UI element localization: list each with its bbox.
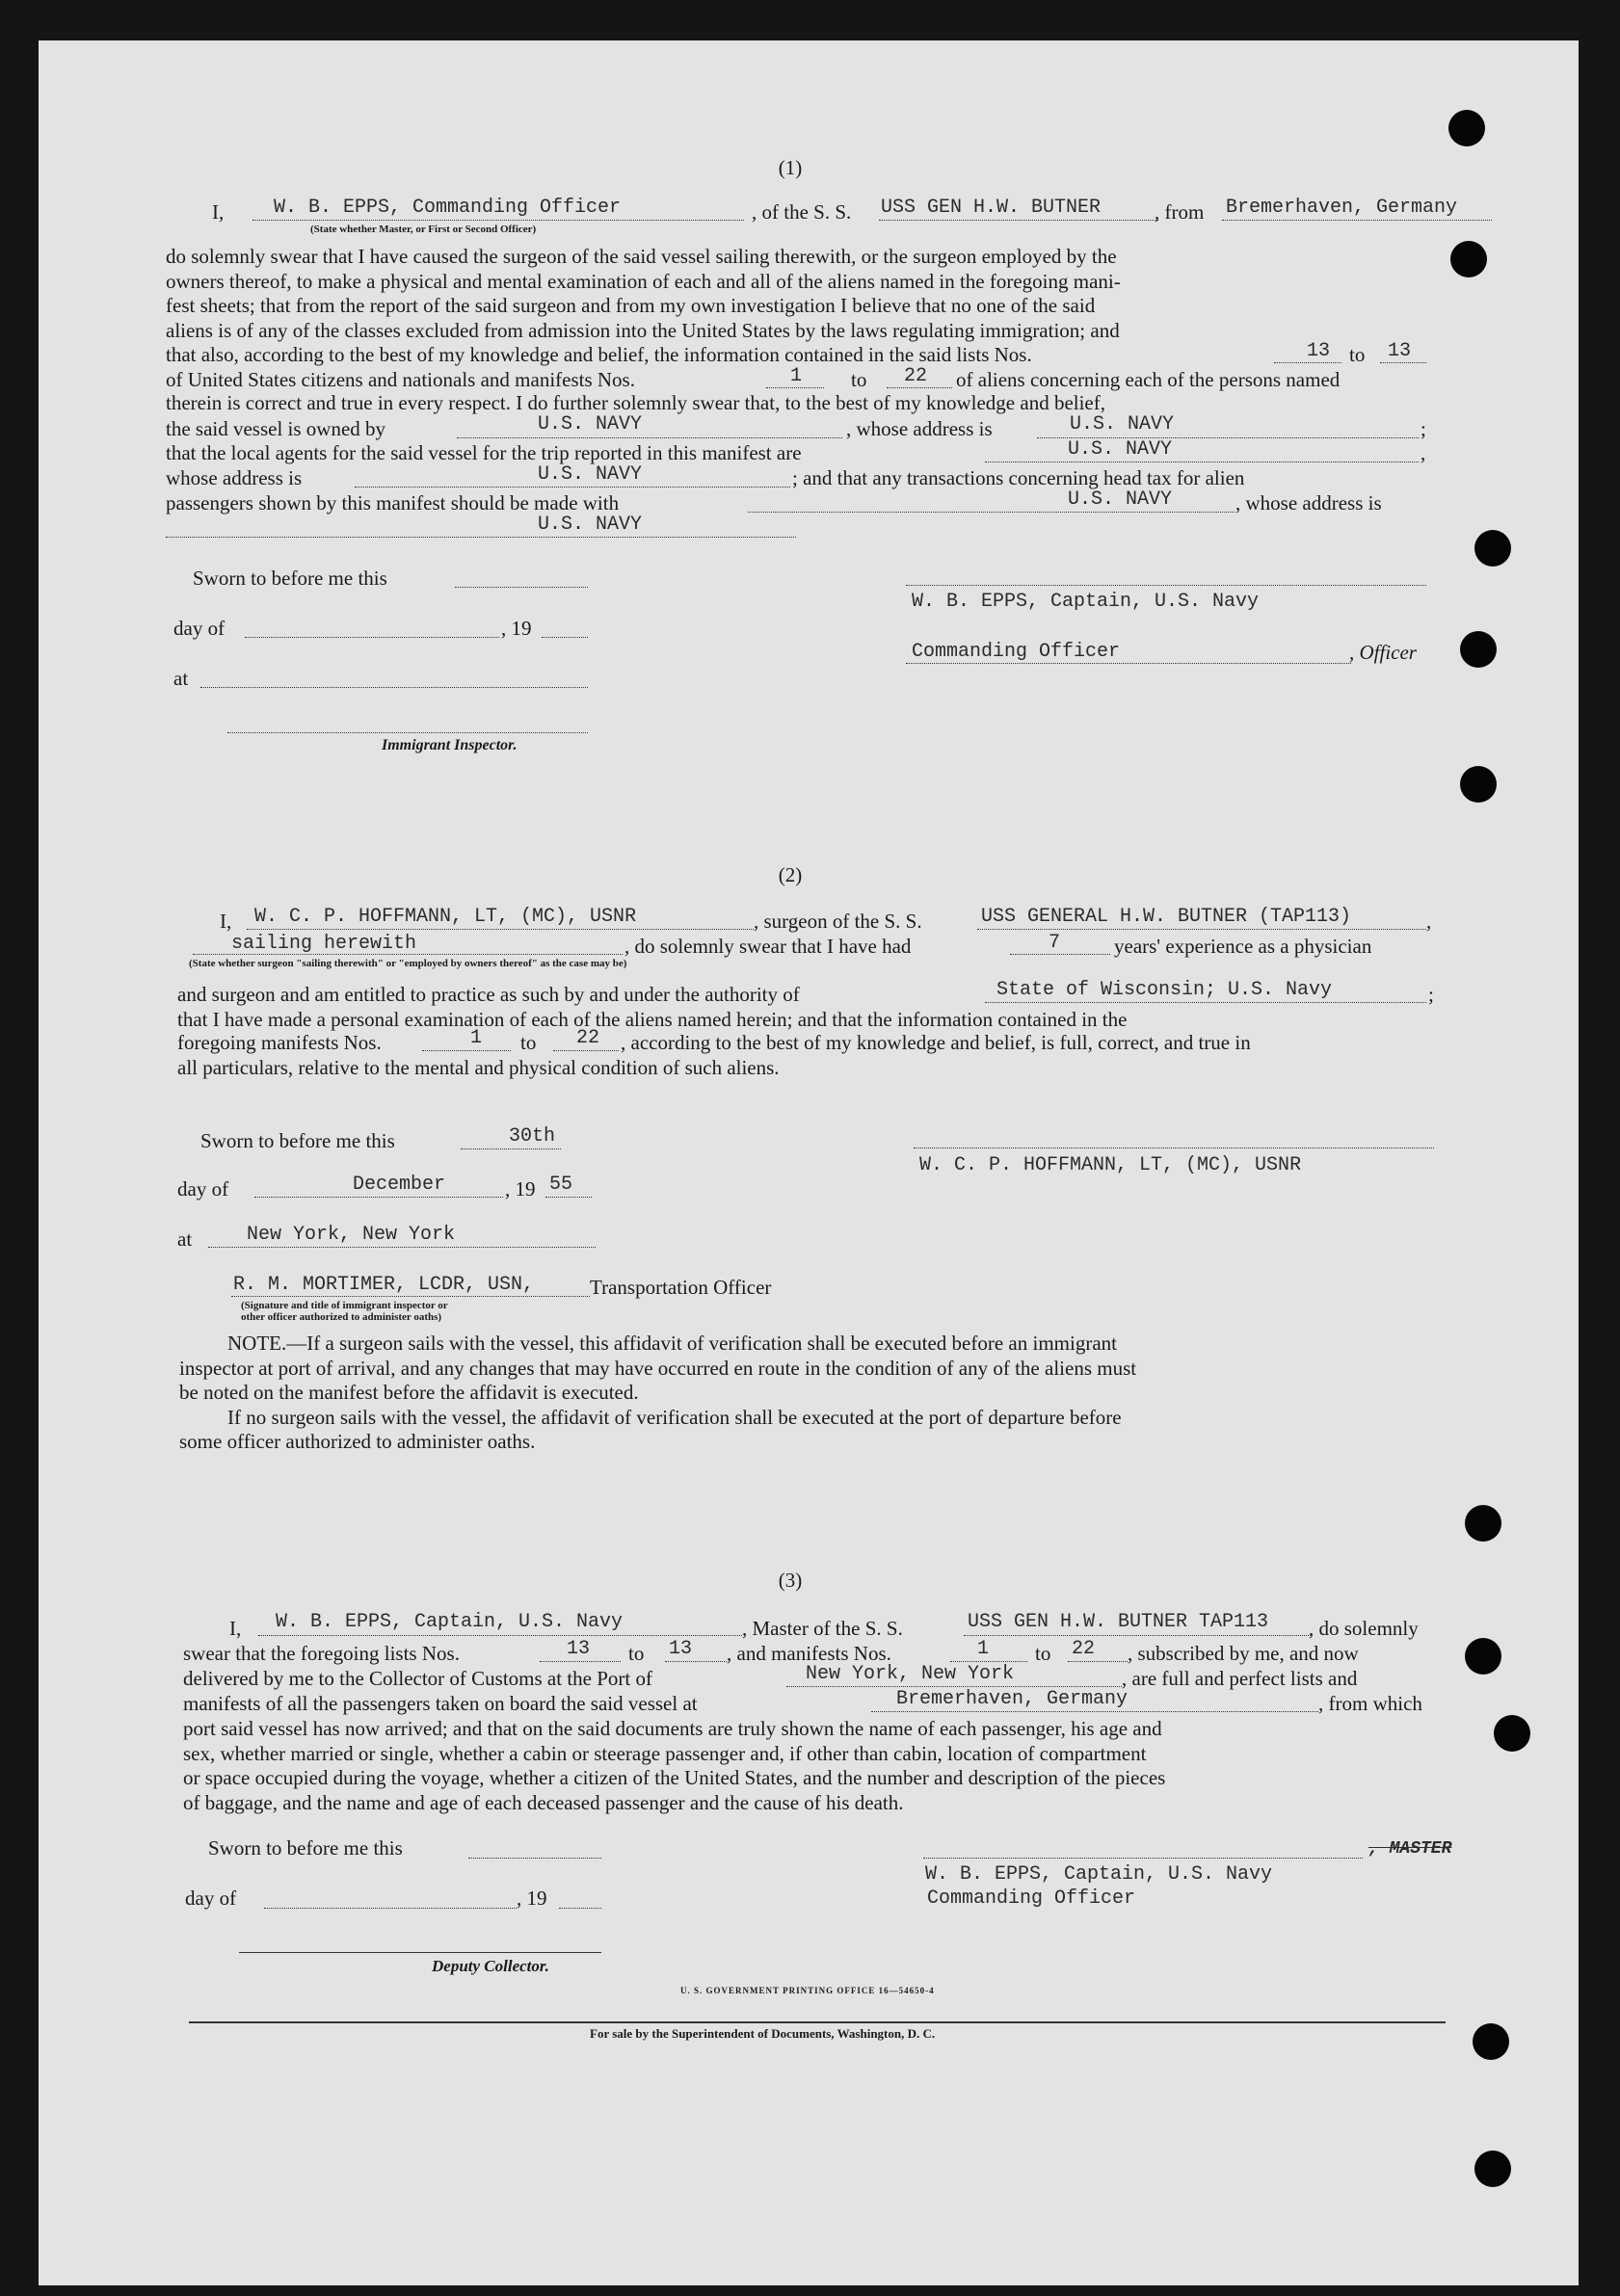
note-text: If no surgeon sails with the vessel, the affidavit of verification shall be executed at the port of departure before xyxy=(227,1405,1122,1429)
place-field: New York, New York xyxy=(247,1224,456,1246)
text: that also, according to the best of my knowledge and belief, the information contained in the said lists Nos. xyxy=(166,343,1032,366)
punct: ; xyxy=(1421,417,1426,440)
text: foregoing manifests Nos. xyxy=(177,1031,382,1054)
binder-hole xyxy=(1450,241,1487,277)
year-label: , 19 xyxy=(505,1177,536,1201)
text: , whose address is xyxy=(846,417,993,440)
year-field: 55 xyxy=(549,1174,573,1196)
officer-title-field: Commanding Officer xyxy=(912,641,1121,663)
text: that the local agents for the said vessel for the trip reported in this manifest are xyxy=(166,441,802,464)
note-text: inspector at port of arrival, and any changes that may have occurred en route in the condition of any of the aliens must xyxy=(179,1356,1137,1380)
manifest-from-field: 1 xyxy=(790,365,803,387)
year-label: , 19 xyxy=(517,1887,547,1910)
vessel-name-field: USS GENERAL H.W. BUTNER (TAP113) xyxy=(981,906,1352,928)
text: delivered by me to the Collector of Customs at the Port of xyxy=(183,1667,652,1690)
text: to xyxy=(1349,343,1366,366)
paragraph-line: sex, whether married or single, whether a cabin or steerage passenger and, if other than cabin, location of compartment xyxy=(183,1741,1147,1765)
binder-hole xyxy=(1465,1505,1501,1542)
day-of-label: day of xyxy=(185,1887,237,1910)
text: , do solemnly xyxy=(1309,1617,1419,1640)
master-title: Commanding Officer xyxy=(927,1887,1136,1910)
field-note: (State whether Master, or First or Second Officer) xyxy=(310,224,537,235)
agents-field: U.S. NAVY xyxy=(1068,438,1173,461)
note-line xyxy=(179,1332,1438,1357)
note-text: —If a surgeon sails with the vessel, this affidavit of verification shall be executed before an immigrant xyxy=(286,1332,1117,1355)
text: , and manifests Nos. xyxy=(727,1642,891,1665)
at-label: at xyxy=(173,667,189,690)
sworn-label: Sworn to before me this xyxy=(200,1129,395,1152)
field-note: other officer authorized to administer oaths) xyxy=(241,1311,442,1323)
list-to-field: 13 xyxy=(1388,340,1412,362)
paragraph-line: fest sheets; that from the report of the said surgeon and from my own investigation I believe that no one of the said xyxy=(166,294,1096,317)
paragraph-line: of baggage, and the name and age of each deceased passenger and the cause of his death. xyxy=(183,1790,904,1814)
binder-hole xyxy=(1474,2151,1511,2187)
paragraph-line: that I have made a personal examination of each of the aliens named herein; and that the information contained in the xyxy=(177,1008,1128,1031)
master-name-field: W. B. EPPS, Captain, U.S. Navy xyxy=(276,1611,624,1633)
section-number: (1) xyxy=(778,156,803,179)
section-number: (3) xyxy=(778,1569,803,1592)
witness-field: R. M. MORTIMER, LCDR, USN, xyxy=(233,1274,535,1296)
paragraph-line: do solemnly swear that I have caused the surgeon of the said vessel sailing therewith, or the surgeon employed by the xyxy=(166,245,1117,268)
officer-label: , Officer xyxy=(1349,641,1417,664)
paragraph-line: all particulars, relative to the mental and physical condition of such aliens. xyxy=(177,1056,780,1079)
surgeon-name-field: W. C. P. HOFFMANN, LT, (MC), USNR xyxy=(254,906,637,928)
collector-label: Deputy Collector. xyxy=(432,1957,549,1975)
agents-address-field: U.S. NAVY xyxy=(538,463,643,486)
sailing-status-field: sailing herewith xyxy=(231,933,417,955)
month-field: December xyxy=(353,1174,446,1196)
paragraph-line: or space occupied during the voyage, whether a citizen of the United States, and the number and description of the pieces xyxy=(183,1766,1166,1789)
headtax-field: U.S. NAVY xyxy=(1068,488,1173,511)
binder-hole xyxy=(1460,766,1497,803)
at-label: at xyxy=(177,1227,193,1251)
text: , Master of the S. S. xyxy=(742,1617,903,1640)
binder-hole xyxy=(1448,110,1485,146)
list-to-field: 13 xyxy=(669,1638,693,1660)
text: ; and that any transactions concerning head tax for alien xyxy=(792,466,1245,489)
text: to xyxy=(851,368,867,391)
master-signature: W. B. EPPS, Captain, U.S. Navy xyxy=(925,1863,1273,1886)
paragraph-line: owners thereof, to make a physical and mental examination of each and all of the aliens named in the foregoing mani- xyxy=(166,269,1121,293)
text: I, xyxy=(229,1617,242,1640)
field-note: (Signature and title of immigrant inspector or xyxy=(241,1300,448,1311)
authority-field: State of Wisconsin; U.S. Navy xyxy=(996,979,1333,1001)
port-field: Bremerhaven, Germany xyxy=(1226,197,1458,219)
punct: ; xyxy=(1428,983,1434,1006)
binder-hole xyxy=(1474,530,1511,567)
binder-hole xyxy=(1473,2023,1509,2060)
sworn-label: Sworn to before me this xyxy=(208,1836,403,1860)
sworn-day-field: 30th xyxy=(509,1125,556,1148)
text: , according to the best of my knowledge and belief, is full, correct, and true in xyxy=(621,1031,1251,1054)
paragraph-line: therein is correct and true in every respect. I do further solemnly swear that, to the best of my knowledge and belief, xyxy=(166,391,1105,414)
note-text: some officer authorized to administer oaths. xyxy=(179,1430,536,1453)
manifest-from-field: 1 xyxy=(977,1638,990,1660)
vessel-name-field: USS GEN H.W. BUTNER TAP113 xyxy=(968,1611,1269,1633)
text: whose address is xyxy=(166,466,303,489)
text: , from which xyxy=(1318,1692,1422,1715)
paragraph-line: port said vessel has now arrived; and that on the said documents are truly shown the name of each passenger, his age and xyxy=(183,1717,1162,1740)
punct: , xyxy=(1421,441,1426,464)
text: to xyxy=(628,1642,645,1665)
printing-office: U. S. GOVERNMENT PRINTING OFFICE 16—54650-4 xyxy=(680,1986,935,1995)
text: to xyxy=(520,1031,537,1054)
inspector-label: Immigrant Inspector. xyxy=(382,737,518,753)
text: , whose address is xyxy=(1235,491,1382,515)
text: and surgeon and am entitled to practice as such by and under the authority of xyxy=(177,983,800,1006)
sworn-label: Sworn to before me this xyxy=(193,567,387,590)
text: , of the S. S. xyxy=(752,200,852,224)
text: , do solemnly swear that I have had xyxy=(624,935,912,958)
punct: , xyxy=(1426,910,1432,933)
text: the said vessel is owned by xyxy=(166,417,386,440)
manifest-to-field: 22 xyxy=(576,1027,600,1049)
section-number: (2) xyxy=(778,863,803,886)
day-of-label: day of xyxy=(177,1177,229,1201)
binder-hole xyxy=(1460,631,1497,668)
text: of United States citizens and nationals and manifests Nos. xyxy=(166,368,635,391)
surgeon-signature: W. C. P. HOFFMANN, LT, (MC), USNR xyxy=(919,1154,1302,1176)
sale-note: For sale by the Superintendent of Documents, Washington, D. C. xyxy=(590,2026,936,2041)
text: years' experience as a physician xyxy=(1114,935,1372,958)
owner-field: U.S. NAVY xyxy=(538,413,643,435)
year-label: , 19 xyxy=(501,617,532,640)
vessel-name-field: USS GEN H.W. BUTNER xyxy=(881,197,1102,219)
master-name-field: W. B. EPPS, Commanding Officer xyxy=(274,197,622,219)
headtax-address-field: U.S. NAVY xyxy=(538,514,643,536)
officer-signature: W. B. EPPS, Captain, U.S. Navy xyxy=(912,591,1260,613)
text: passengers shown by this manifest should be made with xyxy=(166,491,620,515)
master-label: , MASTER xyxy=(1368,1839,1452,1859)
paragraph-line: aliens is of any of the classes excluded from admission into the United States by the laws regulating immigration; and xyxy=(166,318,1120,342)
manifest-to-field: 22 xyxy=(1072,1638,1096,1660)
text: I, xyxy=(212,200,225,224)
field-note: (State whether surgeon "sailing therewith" or "employed by owners thereof" as the case may be) xyxy=(189,958,627,969)
text: , subscribed by me, and now xyxy=(1128,1642,1359,1665)
binder-hole xyxy=(1465,1638,1501,1675)
text: , surgeon of the S. S. xyxy=(754,910,922,933)
owner-address-field: U.S. NAVY xyxy=(1070,413,1175,435)
text: , from xyxy=(1155,200,1205,224)
text: I, xyxy=(220,910,232,933)
text: swear that the foregoing lists Nos. xyxy=(183,1642,460,1665)
from-port-field: Bremerhaven, Germany xyxy=(896,1688,1129,1710)
witness-title: Transportation Officer xyxy=(590,1276,772,1299)
manifest-from-field: 1 xyxy=(470,1027,483,1049)
manifest-to-field: 22 xyxy=(904,365,928,387)
text: manifests of all the passengers taken on board the said vessel at xyxy=(183,1692,698,1715)
note-text: be noted on the manifest before the affidavit is executed. xyxy=(179,1381,639,1404)
day-of-label: day of xyxy=(173,617,226,640)
port-field: New York, New York xyxy=(806,1663,1015,1685)
text: of aliens concerning each of the persons named xyxy=(956,368,1341,391)
list-from-field: 13 xyxy=(567,1638,591,1660)
years-field: 7 xyxy=(1049,932,1061,954)
binder-hole xyxy=(1494,1715,1530,1752)
text: , are full and perfect lists and xyxy=(1122,1667,1358,1690)
note-heading: NOTE. xyxy=(227,1332,287,1355)
text: to xyxy=(1035,1642,1051,1665)
list-from-field: 13 xyxy=(1307,340,1331,362)
